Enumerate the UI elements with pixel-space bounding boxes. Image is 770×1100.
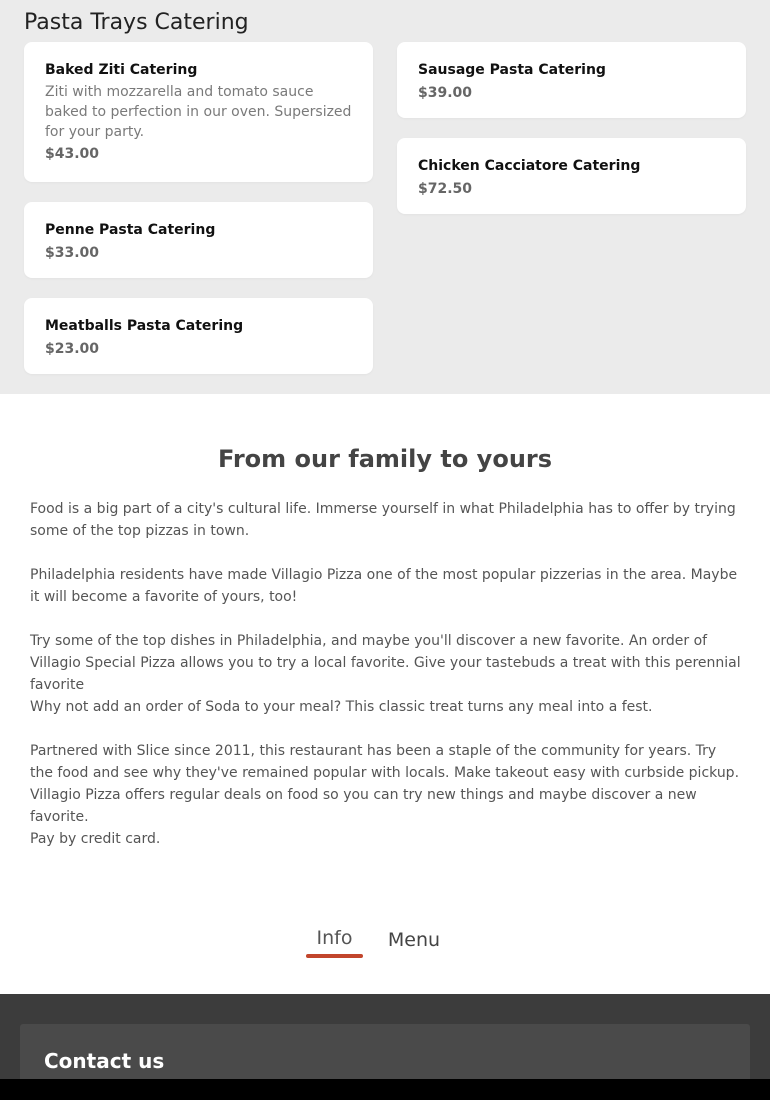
about-paragraph: Try some of the top dishes in Philadelphia, and maybe you'll discover a new favorite. An order of Villagio Special Pizza allows you to try a local favorite. Give your tastebuds a treat with this perennial favorite — [30, 633, 741, 693]
menu-item-price: $33.00 — [45, 245, 100, 261]
tab-info-label: Info — [316, 927, 353, 949]
menu-section — [0, 0, 770, 394]
tab-menu-label: Menu — [387, 929, 441, 951]
about-paragraph: Partnered with Slice since 2011, this restaurant has been a staple of the community for years. Try the food and see why they've remained popular with locals. Make takeout easy with curbside pickup. Villagio Pizza offers regular deals on food so you can try new things and maybe discover a new favorite. — [30, 743, 740, 825]
menu-item-price: $43.00 — [45, 146, 100, 162]
menu-item-price: $39.00 — [418, 85, 473, 101]
menu-item-description: Ziti with mozzarella and tomato sauce baked to perfection in our oven. Supersized for your party. — [45, 84, 352, 140]
about-paragraph: Food is a big part of a city's cultural life. Immerse yourself in what Philadelphia has to offer by trying some of the top pizzas in town. — [30, 501, 736, 539]
tab-menu[interactable] — [385, 924, 443, 956]
section-title: Pasta Trays Catering — [24, 10, 249, 35]
menu-item-name: Meatballs Pasta Catering — [45, 318, 244, 334]
bottom-bar — [0, 1079, 770, 1100]
info-menu-tabs — [0, 922, 770, 962]
active-tab-indicator — [306, 954, 363, 958]
menu-item-card[interactable] — [24, 298, 373, 374]
menu-item-price: $72.50 — [418, 181, 473, 197]
about-title: From our family to yours — [217, 445, 553, 473]
tab-info[interactable] — [306, 922, 363, 954]
about-paragraph: Pay by credit card. — [30, 831, 161, 847]
menu-item-name: Penne Pasta Catering — [45, 222, 216, 238]
menu-item-name: Sausage Pasta Catering — [418, 62, 606, 78]
menu-item-card[interactable] — [24, 202, 373, 278]
menu-item-name: Baked Ziti Catering — [45, 62, 198, 78]
contact-title: Contact us — [44, 1049, 165, 1073]
about-section — [0, 394, 770, 994]
about-paragraph: Why not add an order of Soda to your meal? This classic treat turns any meal into a fest. — [30, 699, 653, 715]
about-paragraph: Philadelphia residents have made Villagio Pizza one of the most popular pizzerias in the area. Maybe it will become a favorite of yours, too! — [30, 567, 738, 605]
menu-item-card[interactable] — [24, 42, 373, 182]
menu-item-card[interactable] — [397, 42, 746, 118]
menu-item-name: Chicken Cacciatore Catering — [418, 158, 641, 174]
menu-item-price: $23.00 — [45, 341, 100, 357]
menu-item-card[interactable] — [397, 138, 746, 214]
